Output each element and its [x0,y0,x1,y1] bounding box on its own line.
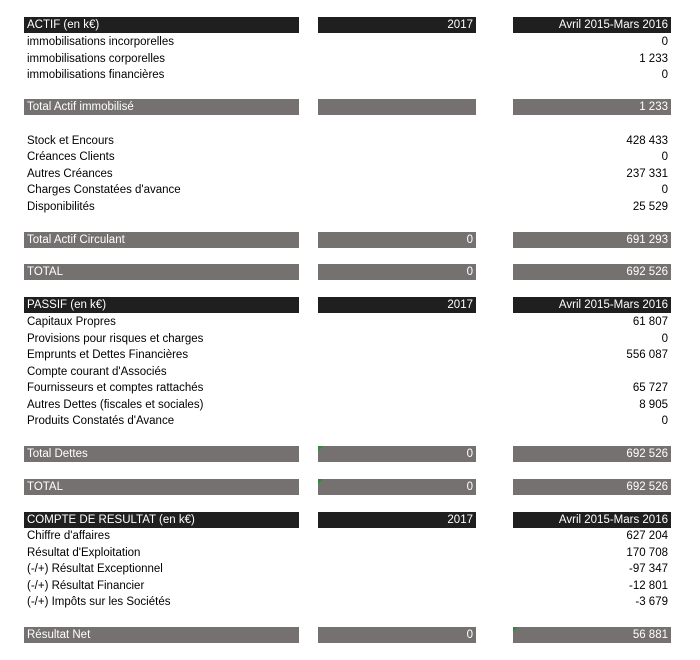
row-value: 0 [661,151,668,163]
row-label: Chiffre d'affaires [27,530,110,542]
table-row [0,594,700,610]
row-label: (-/+) Résultat Financier [27,580,145,592]
row-label: Créances Clients [27,151,115,163]
row-value: 25 529 [632,201,668,213]
table-row [0,561,700,577]
row-label: immobilisations financières [27,69,165,81]
total-actif-immobilise-row [0,99,700,115]
row-value: 0 [661,184,668,196]
total-col-2017 [318,99,476,115]
row-value: 61 807 [632,316,668,328]
total-actif-row [0,264,700,280]
total-col-2017: 0 [318,627,476,643]
row-label: Emprunts et Dettes Financières [27,349,189,361]
table-row [0,182,700,198]
total-col-2017: 0 [318,232,476,248]
table-row [0,331,700,347]
table-row [0,199,700,215]
row-value: 0 [661,333,668,345]
row-label: (-/+) Résultat Exceptionnel [27,563,163,575]
table-row [0,34,700,50]
row-value: -12 801 [628,580,668,592]
resultat-header-label: COMPTE DE RESULTAT (en k€) [24,512,299,528]
total-col-2017-value: 0 [466,481,473,493]
table-row [0,149,700,165]
table-row [0,347,700,363]
table-row [0,413,700,429]
total-label: Résultat Net [24,627,299,643]
row-value: 0 [661,415,668,427]
row-label: Provisions pour risques et charges [27,333,204,345]
table-row [0,528,700,544]
resultat-header-row [0,512,700,528]
total-label: TOTAL [24,264,299,280]
row-value: 65 727 [632,382,668,394]
total-col-period: 691 293 [513,232,671,248]
actif-header-row [0,17,700,33]
passif-header-label: PASSIF (en k€) [24,297,299,313]
row-label: Capitaux Propres [27,316,116,328]
row-label: Charges Constatées d'avance [27,184,181,196]
table-row [0,545,700,561]
total-col-period: 692 526 [513,446,671,462]
actif-header-col-2017: 2017 [318,17,476,33]
row-value: -97 347 [628,563,668,575]
row-value: 627 204 [626,530,668,542]
table-row [0,166,700,182]
table-row [0,67,700,83]
total-col-2017: 0 [318,264,476,280]
total-col-2017 [318,479,476,495]
table-row [0,578,700,594]
total-label: TOTAL [24,479,299,495]
total-col-2017-value: 0 [466,448,473,460]
row-value: 237 331 [626,168,668,180]
row-label: Disponibilités [27,201,95,213]
row-value: 0 [661,69,668,81]
total-label: Total Actif immobilisé [24,99,299,115]
total-dettes-row [0,446,700,462]
table-row [0,397,700,413]
total-col-period: 1 233 [513,99,671,115]
actif-header-label: ACTIF (en k€) [24,17,299,33]
total-label: Total Actif Circulant [24,232,299,248]
row-label: immobilisations corporelles [27,53,166,65]
row-label: Compte courant d'Associés [27,366,167,378]
row-label: (-/+) Impôts sur les Sociétés [27,596,171,608]
row-value: 556 087 [626,349,668,361]
table-row [0,364,700,380]
row-label: Autres Créances [27,168,113,180]
table-row [0,380,700,396]
row-value: 1 233 [639,53,668,65]
table-row [0,133,700,149]
row-label: Résultat d'Exploitation [27,547,141,559]
row-label: Produits Constatés d'Avance [27,415,175,427]
table-row [0,51,700,67]
total-passif-row [0,479,700,495]
resultat-net-row [0,627,700,643]
row-value: 428 433 [626,135,668,147]
cell-marker-triangle [318,479,323,484]
passif-header-row [0,297,700,313]
actif-header-col-period: Avril 2015-Mars 2016 [513,17,671,33]
total-label: Total Dettes [24,446,299,462]
row-value: 170 708 [626,547,668,559]
cell-marker-triangle [318,446,323,451]
resultat-header-col-period: Avril 2015-Mars 2016 [513,512,671,528]
total-col-period [513,627,671,643]
total-col-period: 692 526 [513,479,671,495]
row-value: 8 905 [639,399,668,411]
row-label: immobilisations incorporelles [27,36,175,48]
total-col-2017 [318,446,476,462]
passif-header-col-period: Avril 2015-Mars 2016 [513,297,671,313]
row-label: Autres Dettes (fiscales et sociales) [27,399,204,411]
row-value: -3 679 [635,596,668,608]
row-value [513,364,671,380]
row-value: 0 [661,36,668,48]
row-label: Stock et Encours [27,135,114,147]
resultat-header-col-2017: 2017 [318,512,476,528]
total-actif-circulant-row [0,232,700,248]
cell-marker-triangle [513,627,518,632]
row-label: Fournisseurs et comptes rattachés [27,382,204,394]
table-row [0,314,700,330]
total-col-period: 692 526 [513,264,671,280]
total-col-period-value: 56 881 [632,629,668,641]
passif-header-col-2017: 2017 [318,297,476,313]
